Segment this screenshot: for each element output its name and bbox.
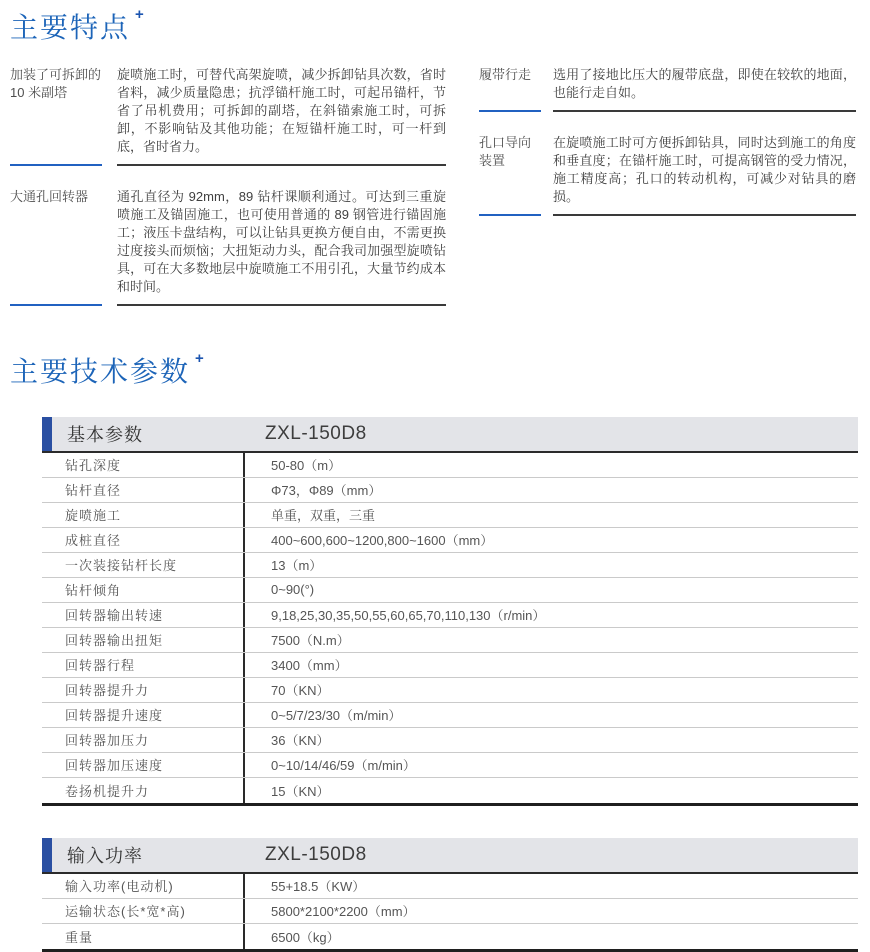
table-row <box>42 478 858 503</box>
param-value: 70（KN） <box>243 678 858 702</box>
features-title-text: 主要特点 <box>10 12 131 43</box>
feature-description: 在旋喷施工时可方便拆卸钻具，同时达到施工的角度和垂直度；在锚杆施工时，可提高钢管的受力情况，施工精度高；孔口的转动机构，可减少对钻具的磨损。 <box>553 134 856 216</box>
param-value: 50-80（m） <box>243 453 858 477</box>
table-row <box>42 578 858 603</box>
table-row <box>42 703 858 728</box>
table-header <box>42 417 858 453</box>
spec-tables <box>42 417 858 952</box>
table-row <box>42 778 858 803</box>
features-section-title <box>10 5 858 46</box>
model-number: ZXL-150D8 <box>265 422 367 444</box>
table-row <box>42 503 858 528</box>
param-value: 9,18,25,30,35,50,55,60,65,70,110,130（r/min） <box>243 603 858 627</box>
param-value: 15（KN） <box>243 778 858 803</box>
table-row <box>42 678 858 703</box>
table-body <box>42 453 858 806</box>
plus-mark: + <box>195 350 204 368</box>
param-value: 400~600,600~1200,800~1600（mm） <box>243 528 858 552</box>
feature-description: 通孔直径为 92mm，89 钻杆课顺利通过。可达到三重旋喷施工及锚固施工，也可使用普通的 89 钢管进行锚固施工；液压卡盘结构，可以让钻具更换方便自由，不需更换过度接头而烦恼；大扭矩动力头，配合我司加强型旋喷钻具，可在大多数地层中旋喷施工不用引孔，大量节约成本和时间。 <box>117 188 446 306</box>
param-name: 钻杆直径 <box>65 483 122 499</box>
param-value: 5800*2100*2200（mm） <box>243 899 858 923</box>
table-row <box>42 728 858 753</box>
table-row <box>42 924 858 949</box>
table-row <box>42 553 858 578</box>
features-column-left <box>10 66 446 328</box>
param-name: 旋喷施工 <box>65 508 122 524</box>
table-row <box>42 453 858 478</box>
table-row <box>42 899 858 924</box>
table-title: 基本参数 <box>67 424 143 445</box>
param-name: 一次装接钻杆长度 <box>65 558 178 574</box>
param-value: 6500（kg） <box>243 924 858 949</box>
param-value: 0~5/7/23/30（m/min） <box>243 703 858 727</box>
feature-item <box>10 66 446 166</box>
table-body <box>42 874 858 952</box>
feature-description: 旋喷施工时，可替代高架旋喷，减少拆卸钻具次数，省时省料，减少质量隐患；抗浮锚杆施工时，可起吊锚杆，节省了吊机费用；可拆卸的副塔，在斜锚索施工时，可拆卸，不影响钻及其他功能；在短锚杆施工时，可一杆到底，省时省力。 <box>117 66 446 166</box>
param-value: 3400（mm） <box>243 653 858 677</box>
feature-label: 孔口导向装置 <box>479 134 541 216</box>
param-name: 输入功率(电动机) <box>65 879 174 895</box>
feature-description: 选用了接地比压大的履带底盘，即使在较软的地面，也能行走自如。 <box>553 66 856 112</box>
param-name: 卷扬机提升力 <box>65 783 150 799</box>
table-row <box>42 653 858 678</box>
table-row <box>42 753 858 778</box>
feature-label: 大通孔回转器 <box>10 188 102 306</box>
header-accent-bar <box>42 838 52 872</box>
param-name: 回转器输出转速 <box>65 608 164 624</box>
param-value: 0~10/14/46/59（m/min） <box>243 753 858 777</box>
param-name: 运输状态(长*宽*高) <box>65 904 186 920</box>
table-header <box>42 838 858 874</box>
spec-table <box>42 838 858 952</box>
table-row <box>42 528 858 553</box>
feature-item <box>10 188 446 306</box>
param-value: 13（m） <box>243 553 858 577</box>
param-name: 钻孔深度 <box>65 458 122 474</box>
feature-label: 加装了可拆卸的 10 米副塔 <box>10 66 102 166</box>
param-value: Φ73，Φ89（mm） <box>243 478 858 502</box>
specs-title-text: 主要技术参数 <box>10 356 191 388</box>
table-title: 输入功率 <box>67 845 143 866</box>
features-column-right <box>479 66 856 238</box>
param-value: 7500（N.m） <box>243 628 858 652</box>
feature-item <box>479 66 856 112</box>
param-name: 回转器提升速度 <box>65 708 164 724</box>
param-name: 回转器提升力 <box>65 683 150 699</box>
param-name: 回转器加压力 <box>65 733 150 749</box>
model-number: ZXL-150D8 <box>265 843 367 865</box>
param-name: 成桩直径 <box>65 533 122 549</box>
feature-item <box>479 134 856 216</box>
plus-mark: + <box>135 5 144 23</box>
specs-section-title <box>10 350 858 390</box>
param-value: 0~90(°) <box>243 578 858 602</box>
features-grid <box>10 66 858 328</box>
feature-label: 履带行走 <box>479 66 541 112</box>
spec-table <box>42 417 858 806</box>
param-value: 36（KN） <box>243 728 858 752</box>
table-row <box>42 874 858 899</box>
param-name: 重量 <box>65 929 94 945</box>
param-name: 回转器输出扭矩 <box>65 633 164 649</box>
table-row <box>42 603 858 628</box>
param-value: 单重，双重，三重 <box>243 503 858 527</box>
header-accent-bar <box>42 417 52 451</box>
table-row <box>42 628 858 653</box>
param-name: 回转器行程 <box>65 658 136 674</box>
param-name: 回转器加压速度 <box>65 758 164 774</box>
param-value: 55+18.5（KW） <box>243 874 858 898</box>
param-name: 钻杆倾角 <box>65 583 122 599</box>
